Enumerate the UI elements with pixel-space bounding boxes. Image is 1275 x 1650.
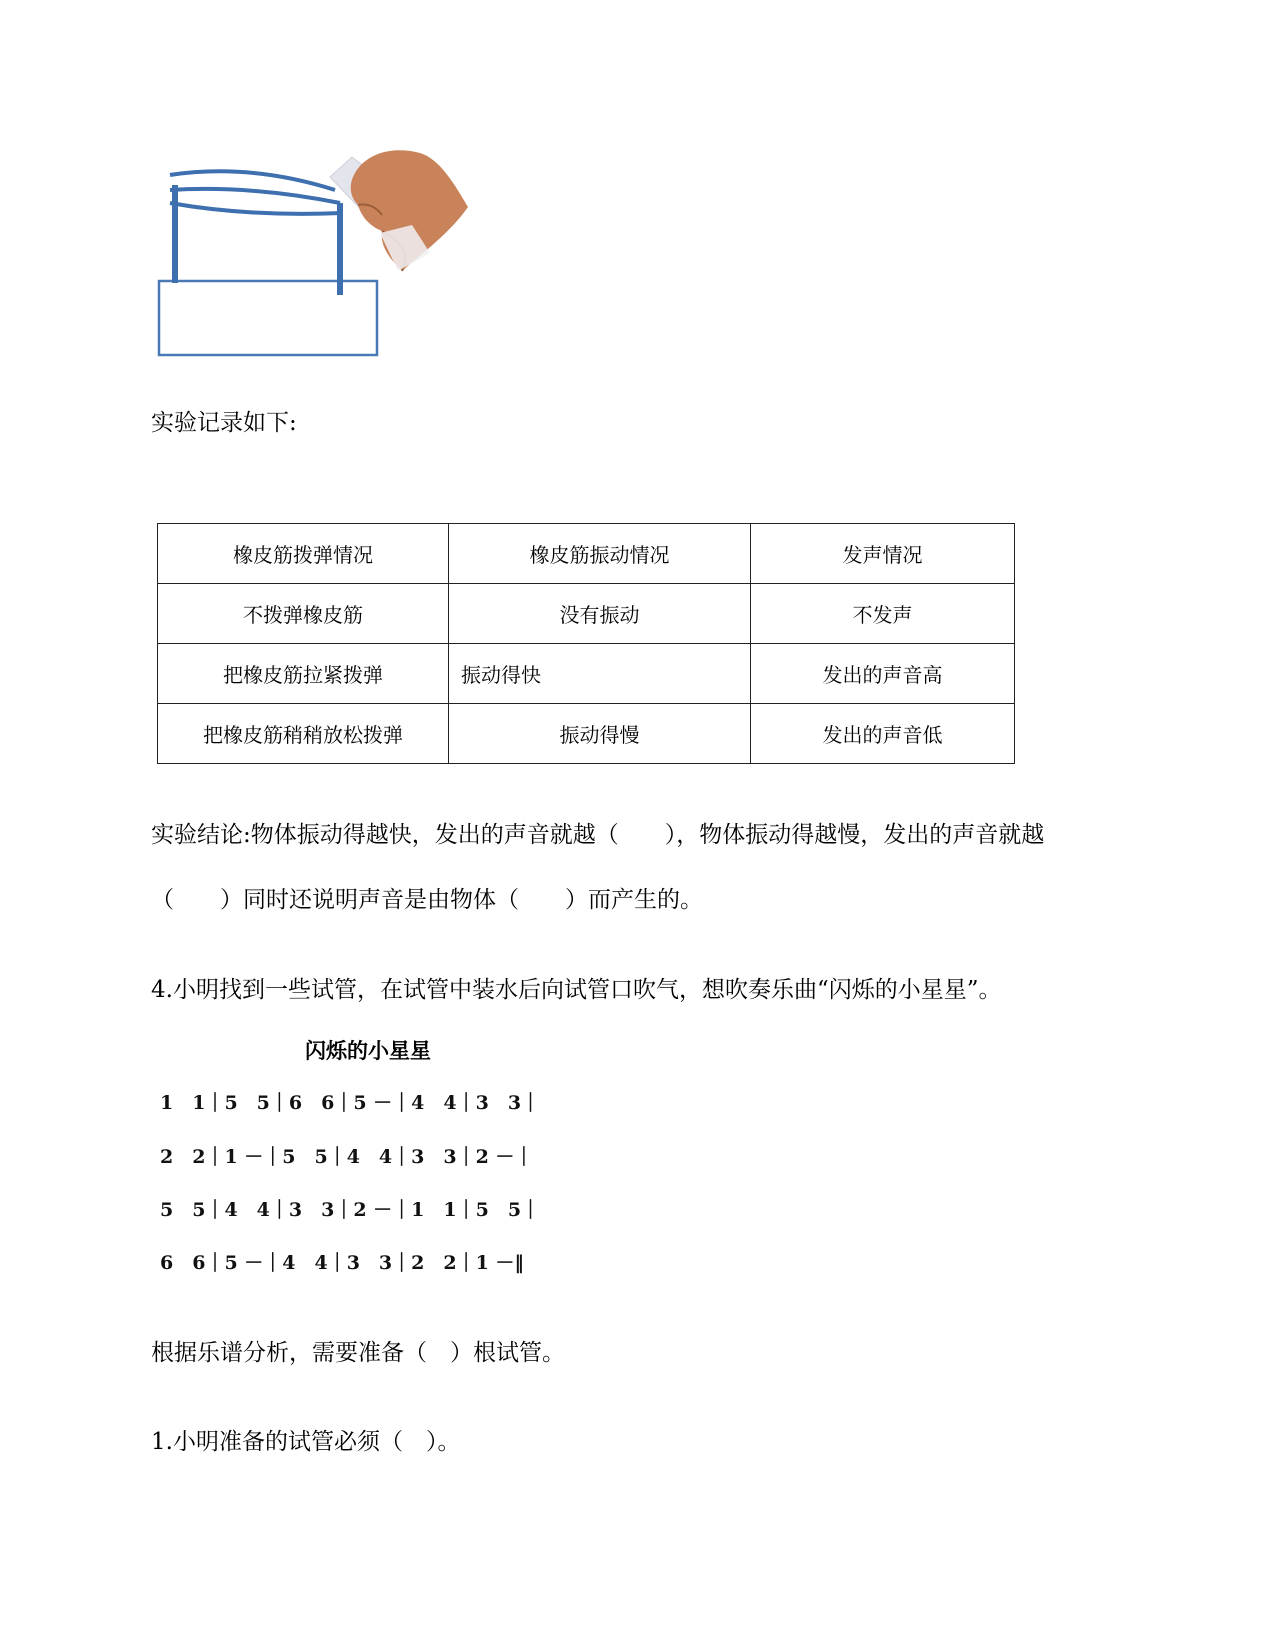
score-title: 闪烁的小星星	[305, 1039, 431, 1063]
table-cell: 发声情况	[751, 524, 1015, 584]
intro-label: 实验记录如下:	[151, 410, 297, 436]
score-line: 6 6｜5 －｜4 4｜3 3｜2 2｜1 －‖	[160, 1252, 524, 1274]
table-cell: 把橡皮筋拉紧拨弹	[158, 644, 449, 704]
conclusion-line-1: 实验结论:物体振动得越快，发出的声音就越（ ），物体振动得越慢，发出的声音就越	[151, 822, 1045, 848]
table-cell: 发出的声音高	[751, 644, 1015, 704]
table-cell: 橡皮筋振动情况	[449, 524, 751, 584]
score-line: 5 5｜4 4｜3 3｜2 －｜1 1｜5 5｜	[160, 1199, 541, 1221]
rubber-band-3	[170, 203, 342, 214]
table-cell: 橡皮筋拨弹情况	[158, 524, 449, 584]
table-cell: 发出的声音低	[751, 704, 1015, 764]
numbered-music-score	[160, 1075, 620, 1335]
table-row	[158, 584, 1015, 644]
table-cell: 不发声	[751, 584, 1015, 644]
experiment-record-table	[157, 523, 1015, 764]
table-cell: 振动得慢	[449, 704, 751, 764]
table-cell: 把橡皮筋稍稍放松拨弹	[158, 704, 449, 764]
table-cell: 不拨弹橡皮筋	[158, 584, 449, 644]
sub-question-1: 1.小明准备的试管必须（ ）。	[151, 1429, 461, 1455]
table-cell: 振动得快	[449, 644, 751, 704]
rubber-band-experiment-figure	[150, 145, 490, 365]
table-cell: 没有振动	[449, 584, 751, 644]
analysis-question: 根据乐谱分析，需要准备（ ）根试管。	[151, 1340, 565, 1366]
question-4: 4.小明找到一些试管，在试管中装水后向试管口吹气，想吹奏乐曲“闪烁的小星星”。	[151, 977, 1002, 1003]
table-row	[158, 704, 1015, 764]
base-box	[159, 281, 377, 355]
conclusion-line-2: （ ）同时还说明声音是由物体（ ）而产生的。	[151, 887, 703, 913]
hand-plucking-icon	[330, 150, 468, 271]
score-line: 1 1｜5 5｜6 6｜5 －｜4 4｜3 3｜	[160, 1092, 541, 1114]
score-line: 2 2｜1 －｜5 5｜4 4｜3 3｜2 －｜	[160, 1146, 534, 1168]
table-row	[158, 524, 1015, 584]
rubber-band-2	[170, 189, 340, 203]
table-row	[158, 644, 1015, 704]
